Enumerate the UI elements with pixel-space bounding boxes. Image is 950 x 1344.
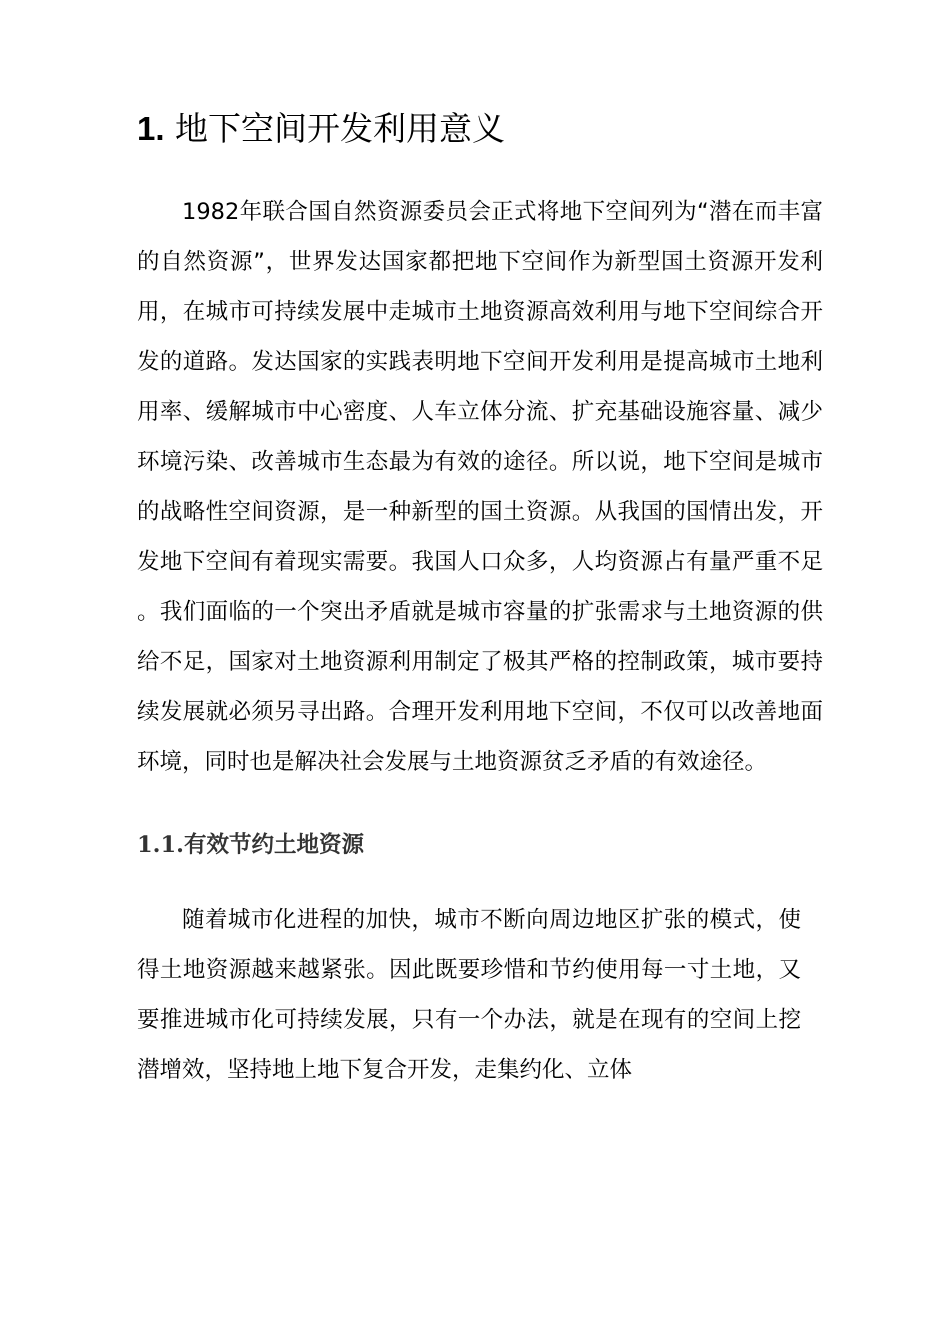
section-paragraph: 1982年联合国自然资源委员会正式将地下空间列为“潜在而丰富的自然资源”，世界发达国家都把地下空间作为新型国土资源开发利用，在城市可持续发展中走城市土地资源高效利用与地下空间综合开发的道路。发达国家的实践表明地下空间开发利用是提高城市土地利用率、缓解城市中心密度、人车立体分流、扩充基础设施容量、减少环境污染、改善城市生态最为有效的途径。所以说，地下空间是城市的战略性空间资源，是一种新型的国土资源。从我国的国情出发，开发地下空间有着现实需要。我国人口众多，人均资源占有量严重不足。我们面临的一个突出矛盾就是城市容量的扩张需求与土地资源的供给不足，国家对土地资源利用制定了极其严格的控制政策，城市要持续发展就必须另寻出路。合理开发利用地下空间，不仅可以改善地面环境，同时也是解决社会发展与土地资源贫乏矛盾的有效途径。 xyxy=(137,199,823,775)
page-content xyxy=(137,104,823,1095)
subsection-title: 有效节约土地资源 xyxy=(183,832,364,858)
section-number: 1. xyxy=(137,110,165,147)
subsection-heading xyxy=(137,825,823,865)
subsection-number: 1.1. xyxy=(137,832,184,858)
section-heading xyxy=(137,104,823,154)
subsection-paragraph: 随着城市化进程的加快，城市不断向周边地区扩张的模式，使得土地资源越来越紧张。因此既要珍惜和节约使用每一寸土地，又要推进城市化可持续发展，只有一个办法，就是在现有的空间上挖潜增效，坚持地上地下复合开发，走集约化、立体 xyxy=(137,907,801,1083)
section-title: 地下空间开发利用意义 xyxy=(175,109,506,148)
